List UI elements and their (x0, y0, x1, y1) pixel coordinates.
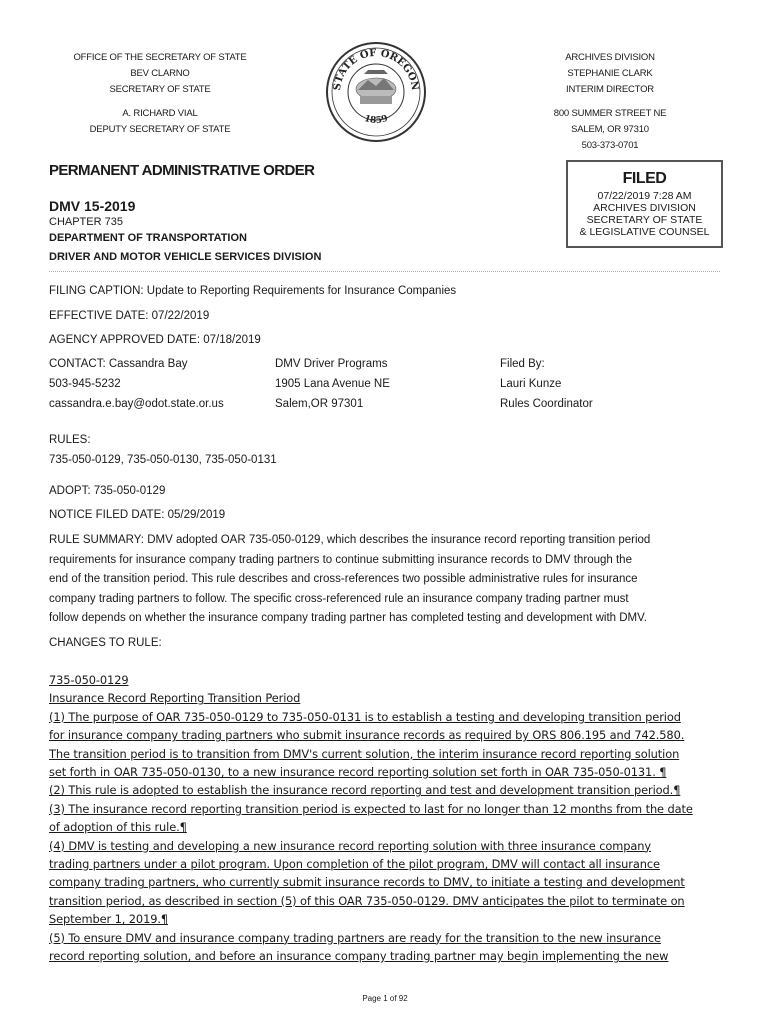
rules-label: RULES: (49, 434, 91, 446)
filed-line-2: SECRETARY OF STATE (586, 214, 703, 226)
svg-text:1859 (363, 114, 389, 126)
changes-label: CHANGES TO RULE: (49, 637, 162, 649)
rule-line: of adoption of this rule.¶ (49, 820, 187, 835)
secretary-name: BEV CLARNO (130, 68, 190, 79)
contact-street: 1905 Lana Avenue NE (275, 378, 390, 390)
seal-right-text: OREGON (379, 48, 421, 92)
agency-approved-date: AGENCY APPROVED DATE: 07/18/2019 (49, 334, 261, 346)
rule-line: September 1, 2019.¶ (49, 912, 169, 927)
rule-line: record reporting solution, and before an insurance company trading partner may begin implementing the new (49, 949, 669, 964)
summary-line: requirements for insurance company trading partners to continue submitting insurance records to DMV through the (49, 553, 632, 566)
divider (49, 271, 720, 272)
summary-line: end of the transition period. This rule describes and cross-references two possible administrative rules for insurance (49, 573, 638, 586)
contact-city: Salem,OR 97301 (275, 398, 364, 410)
contact-name: CONTACT: Cassandra Bay (49, 358, 188, 370)
filing-caption: FILING CAPTION: Update to Reporting Requirements for Insurance Companies (49, 285, 457, 297)
deputy-title: DEPUTY SECRETARY OF STATE (89, 124, 231, 135)
header-right (510, 50, 710, 154)
filed-line-1: ARCHIVES DIVISION (593, 202, 696, 214)
address-city: SALEM, OR 97310 (571, 124, 649, 135)
address-street: 800 SUMMER STREET NE (553, 108, 667, 119)
rules-list: 735-050-0129, 735-050-0130, 735-050-0131 (49, 454, 277, 466)
rule-line: (3) The insurance record reporting transition period is expected to last for no longer than 12 months from the date (49, 801, 693, 816)
summary-line: company trading partners to follow. The specific cross-referenced rule an insurance company trading partner must (49, 592, 629, 605)
rule-text (49, 671, 739, 966)
office-name: OFFICE OF THE SECRETARY OF STATE (73, 52, 247, 63)
director-name: STEPHANIE CLARK (567, 68, 653, 79)
rule-line: transition period, as described in section (5) of this OAR 735-050-0129. DMV anticipates the pilot to terminate on (49, 893, 685, 908)
rule-line: The transition period is to transition from DMV's current solution, the interim insurance record reporting solution (49, 746, 680, 761)
header-left (60, 50, 260, 138)
rule-number: 735-050-0129 (49, 673, 129, 687)
archives-division: ARCHIVES DIVISION (565, 52, 655, 63)
archives-phone: 503-373-0701 (581, 140, 639, 151)
rule-line: company trading partners, who currently submit insurance records to DMV, to initiate a testing and development (49, 875, 685, 890)
contact-program: DMV Driver Programs (275, 358, 388, 370)
summary-line: follow depends on whether the insurance company trading partner has completed testing and development with DMV. (49, 612, 647, 625)
rule-heading: Insurance Record Reporting Transition Period (49, 691, 301, 706)
filed-by-label: Filed By: (500, 358, 545, 370)
rule-line: set forth in OAR 735-050-0130, to a new insurance record reporting solution set forth in OAR 735-050-0131. ¶ (49, 765, 667, 780)
oregon-state-seal (324, 40, 428, 144)
filed-stamp (566, 160, 723, 248)
notice-filed-date: NOTICE FILED DATE: 05/29/2019 (49, 509, 226, 521)
order-chapter: CHAPTER 735 (49, 216, 123, 228)
deputy-name: A. RICHARD VIAL (122, 108, 198, 119)
seal-left-text: STATE (331, 54, 360, 92)
adopt-line: ADOPT: 735-050-0129 (49, 485, 166, 497)
seal-year: 1859 (362, 113, 390, 127)
rule-summary (49, 531, 729, 629)
filed-line-3: & LEGISLATIVE COUNSEL (579, 226, 710, 238)
rule-line: (1) The purpose of OAR 735-050-0129 to 735-050-0131 is to establish a testing and developing transition period (49, 709, 681, 724)
filed-by-title: Rules Coordinator (500, 398, 593, 410)
contact-email[interactable]: cassandra.e.bay@odot.state.or.us (49, 398, 224, 410)
summary-line: RULE SUMMARY: DMV adopted OAR 735-050-0129, which describes the insurance record reporting transition period (49, 534, 651, 546)
secretary-title: SECRETARY OF STATE (109, 84, 211, 95)
filed-by-name: Lauri Kunze (500, 378, 562, 390)
rule-line: (2) This rule is adopted to establish the insurance record reporting and test and development transition period.¶ (49, 783, 681, 798)
rule-line: trading partners under a pilot program. Upon completion of the pilot program, DMV will contact all insurance (49, 857, 660, 872)
effective-date: EFFECTIVE DATE: 07/22/2019 (49, 310, 210, 322)
order-title: PERMANENT ADMINISTRATIVE ORDER (49, 162, 315, 179)
filed-title: FILED (622, 170, 667, 187)
contact-phone: 503-945-5232 (49, 378, 121, 390)
rule-line: (4) DMV is testing and developing a new insurance record reporting solution with three insurance company (49, 838, 652, 853)
seal-top-text: OF (358, 47, 377, 62)
order-division: DRIVER AND MOTOR VEHICLE SERVICES DIVISION (49, 251, 322, 263)
filed-datetime: 07/22/2019 7:28 AM (597, 190, 692, 202)
page-number: Page 1 of 92 (362, 994, 408, 1003)
director-title: INTERIM DIRECTOR (566, 84, 654, 95)
order-number: DMV 15-2019 (49, 198, 136, 214)
rule-line: (5) To ensure DMV and insurance company trading partners are ready for the transition to the new insurance (49, 930, 661, 945)
rule-line: for insurance company trading partners who submit insurance records as required by ORS 806.195 and 742.580. (49, 728, 685, 743)
order-department: DEPARTMENT OF TRANSPORTATION (49, 232, 247, 244)
